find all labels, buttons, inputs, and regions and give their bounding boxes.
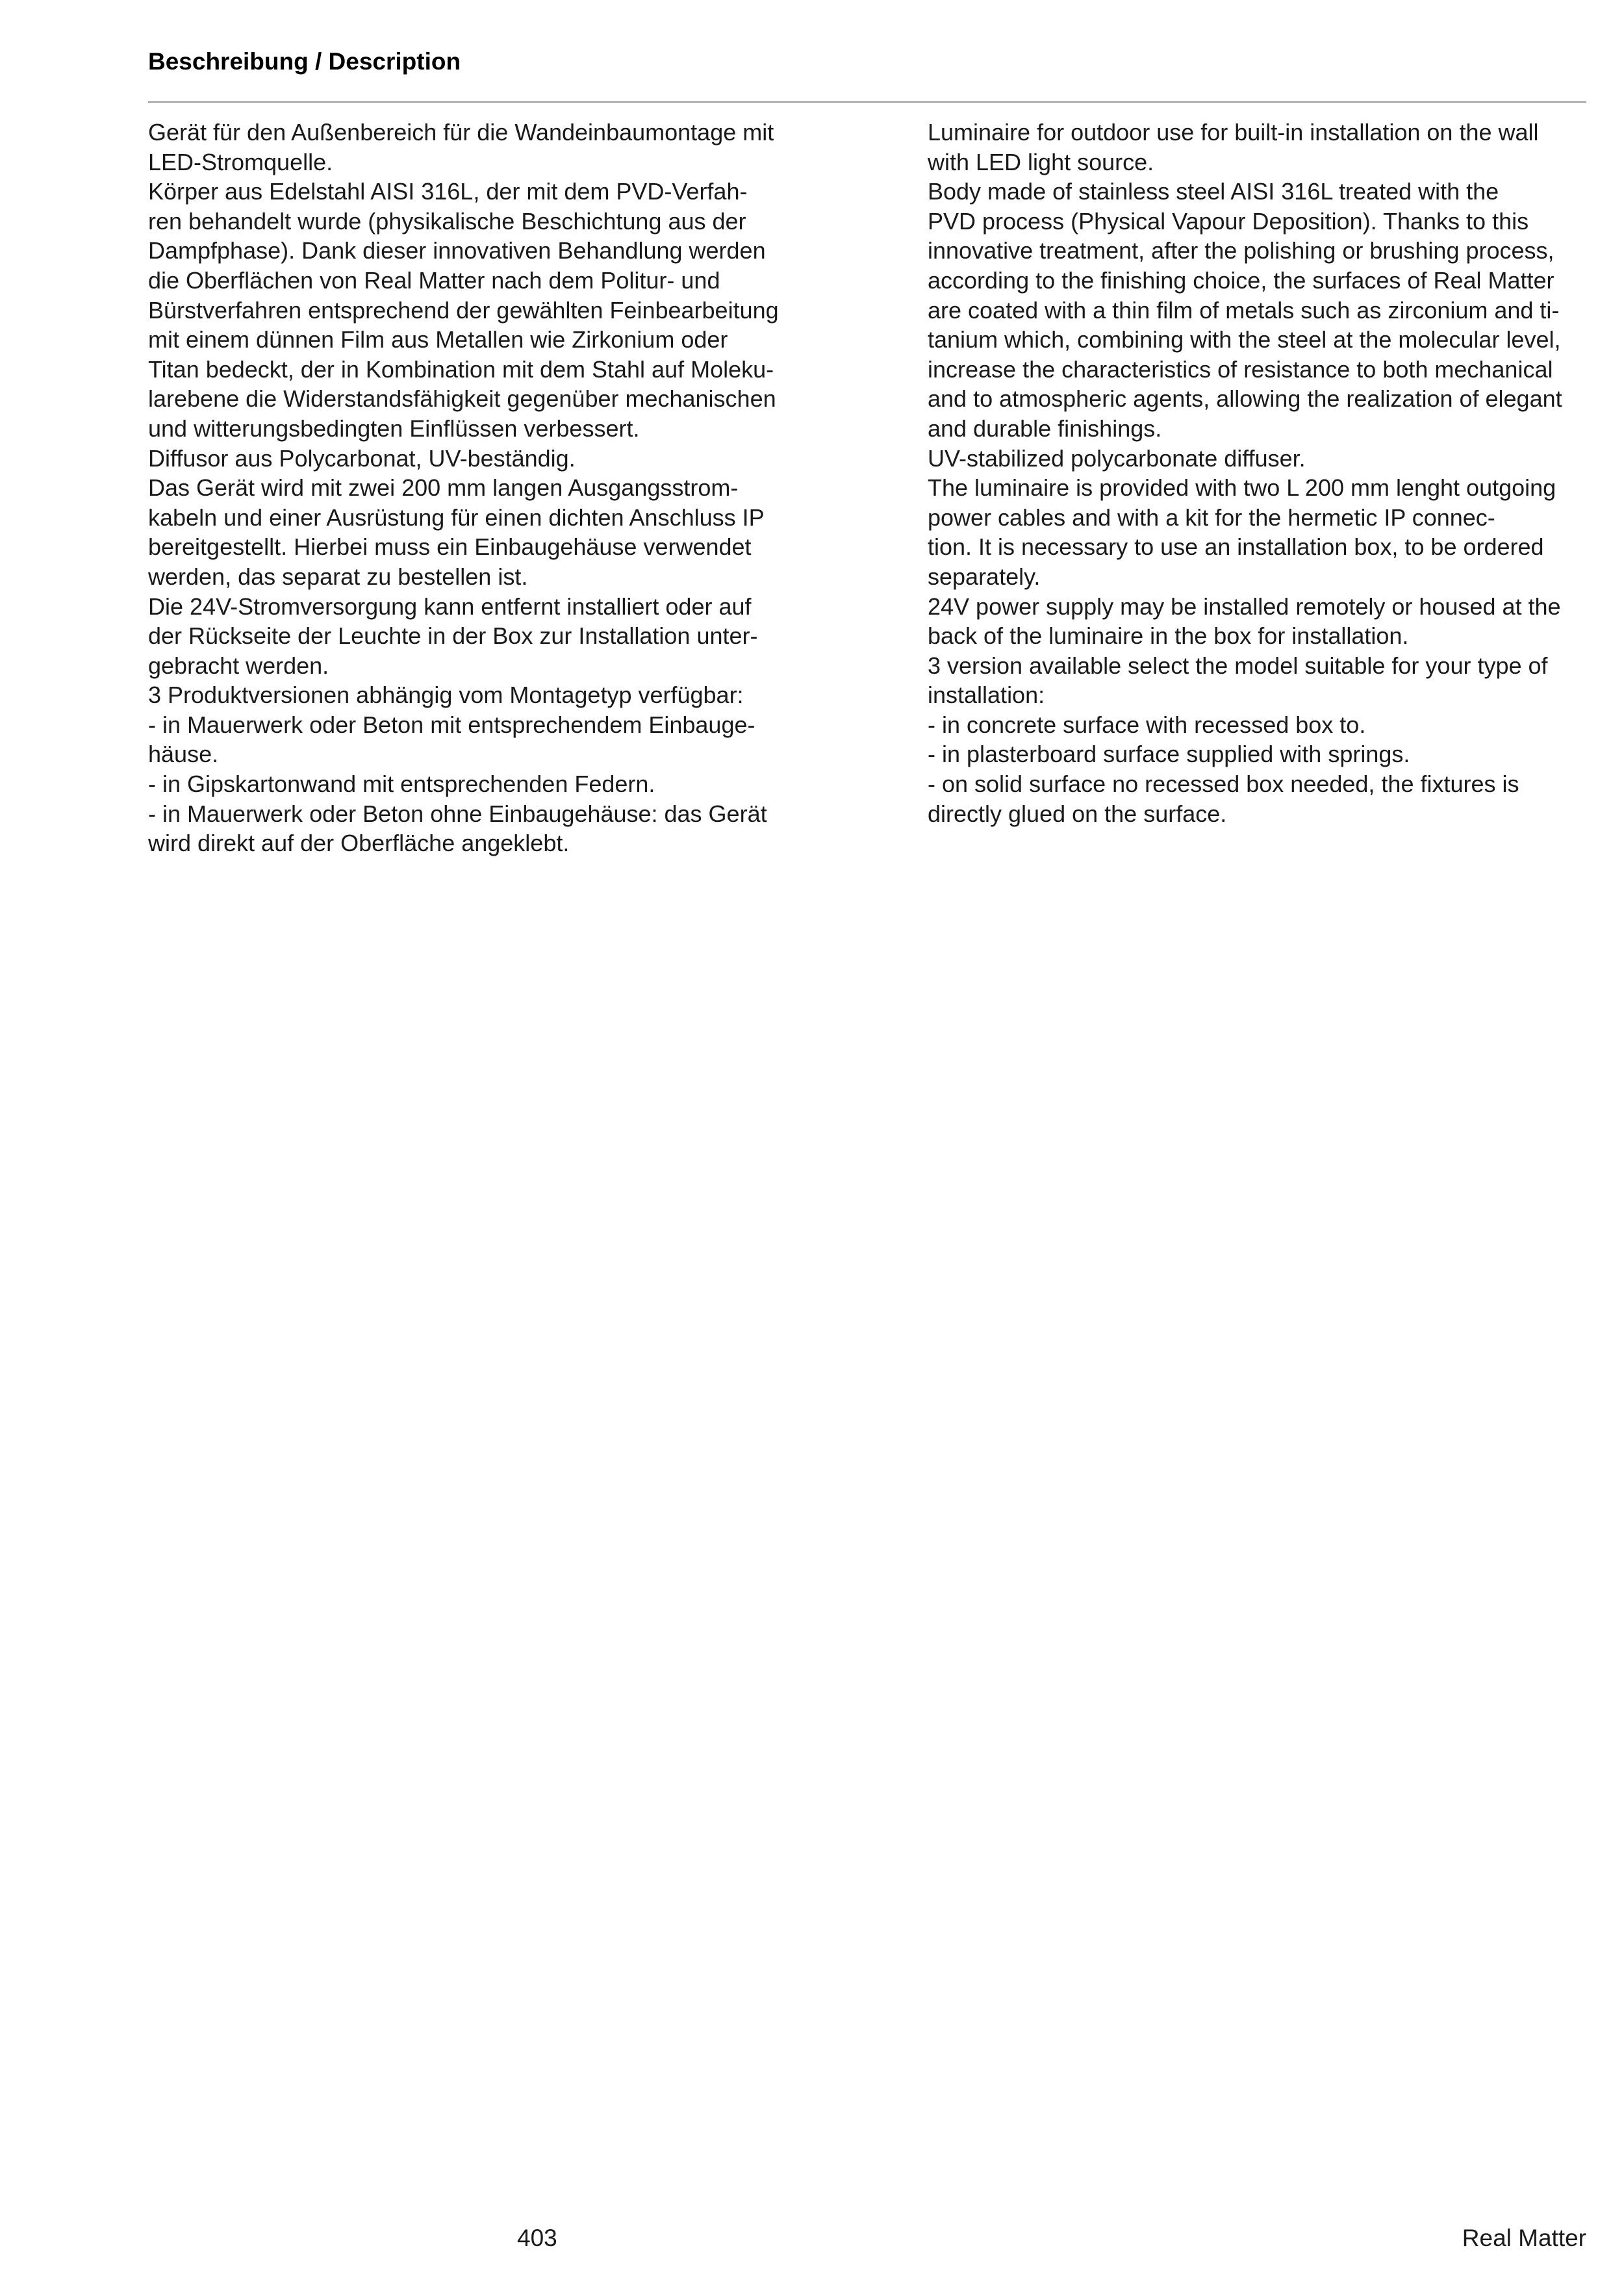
text-line: are coated with a thin film of metals such as zirconium and ti- (928, 296, 1560, 324)
description-german (148, 118, 817, 858)
text-line: back of the luminaire in the box for installation. (928, 622, 1409, 650)
text-line: 24V power supply may be installed remotely or housed at the (928, 593, 1561, 620)
section-heading: Beschreibung / Description (148, 48, 461, 75)
text-line: - in Mauerwerk oder Beton ohne Einbaugehäuse: das Gerät (148, 800, 767, 827)
text-line: Das Gerät wird mit zwei 200 mm langen Ausgangsstrom- (148, 474, 739, 502)
text-line: installation: (928, 682, 1045, 709)
page-number: 403 (517, 2225, 557, 2251)
text-line: mit einem dünnen Film aus Metallen wie Zirkonium oder (148, 326, 728, 353)
running-footer: Real Matter (1462, 2225, 1586, 2251)
text-line: directly glued on the surface. (928, 800, 1227, 827)
text-line: Gerät für den Außenbereich für die Wandeinbaumontage mit (148, 119, 774, 146)
text-line: increase the characteristics of resistance to both mechanical (928, 355, 1553, 383)
text-line: wird direkt auf der Oberfläche angeklebt. (148, 830, 570, 857)
text-line: Diffusor aus Polycarbonat, UV-beständig. (148, 444, 576, 472)
text-line: werden, das separat zu bestellen ist. (148, 563, 528, 590)
text-line: Titan bedeckt, der in Kombination mit dem Stahl auf Moleku- (148, 355, 774, 383)
text-line: and durable finishings. (928, 415, 1162, 442)
text-line: Dampfphase). Dank dieser innovativen Behandlung werden (148, 237, 766, 264)
text-line: and to atmospheric agents, allowing the realization of elegant (928, 385, 1562, 413)
text-line: - in Mauerwerk oder Beton mit entsprechendem Einbauge- (148, 711, 755, 738)
text-line: gebracht werden. (148, 652, 329, 679)
text-line: die Oberflächen von Real Matter nach dem Politur- und (148, 266, 720, 294)
description-english (928, 118, 1597, 828)
heading-divider (148, 101, 1586, 103)
text-line: und witterungsbedingten Einflüssen verbessert. (148, 415, 640, 442)
text-line: bereitgestellt. Hierbei muss ein Einbaugehäuse verwendet (148, 533, 752, 561)
text-line: der Rückseite der Leuchte in der Box zur Installation unter- (148, 622, 758, 650)
text-line: - in Gipskartonwand mit entsprechenden Federn. (148, 771, 655, 798)
text-line: tanium which, combining with the steel at the molecular level, (928, 326, 1561, 353)
text-line: PVD process (Physical Vapour Deposition). Thanks to this (928, 207, 1529, 235)
text-line: tion. It is necessary to use an installation box, to be ordered (928, 533, 1544, 561)
text-line: with LED light source. (928, 148, 1154, 175)
text-line: Body made of stainless steel AISI 316L treated with the (928, 178, 1499, 205)
text-line: UV-stabilized polycarbonate diffuser. (928, 444, 1306, 472)
text-line: Die 24V-Stromversorgung kann entfernt installiert oder auf (148, 593, 752, 620)
text-line: 3 Produktversionen abhängig vom Montagetyp verfügbar: (148, 682, 744, 709)
text-line: Bürstverfahren entsprechend der gewählten Feinbearbeitung (148, 296, 779, 324)
text-line: - in concrete surface with recessed box to. (928, 711, 1366, 738)
text-line: according to the finishing choice, the surfaces of Real Matter (928, 266, 1554, 294)
text-line: LED-Stromquelle. (148, 148, 333, 175)
text-line: 3 version available select the model suitable for your type of (928, 652, 1548, 679)
text-line: - on solid surface no recessed box needed, the fixtures is (928, 771, 1519, 798)
text-line: power cables and with a kit for the hermetic IP connec- (928, 504, 1495, 531)
text-line: kabeln und einer Ausrüstung für einen dichten Anschluss IP (148, 504, 765, 531)
text-line: häuse. (148, 741, 219, 768)
text-line: larebene die Widerstandsfähigkeit gegenüber mechanischen (148, 385, 776, 413)
text-line: The luminaire is provided with two L 200 mm lenght outgoing (928, 474, 1556, 502)
text-line: innovative treatment, after the polishing or brushing process, (928, 237, 1554, 264)
text-line: Luminaire for outdoor use for built-in installation on the wall (928, 119, 1539, 146)
text-line: - in plasterboard surface supplied with springs. (928, 741, 1410, 768)
text-line: Körper aus Edelstahl AISI 316L, der mit dem PVD-Verfah- (148, 178, 748, 205)
text-line: separately. (928, 563, 1041, 590)
text-line: ren behandelt wurde (physikalische Beschichtung aus der (148, 207, 746, 235)
